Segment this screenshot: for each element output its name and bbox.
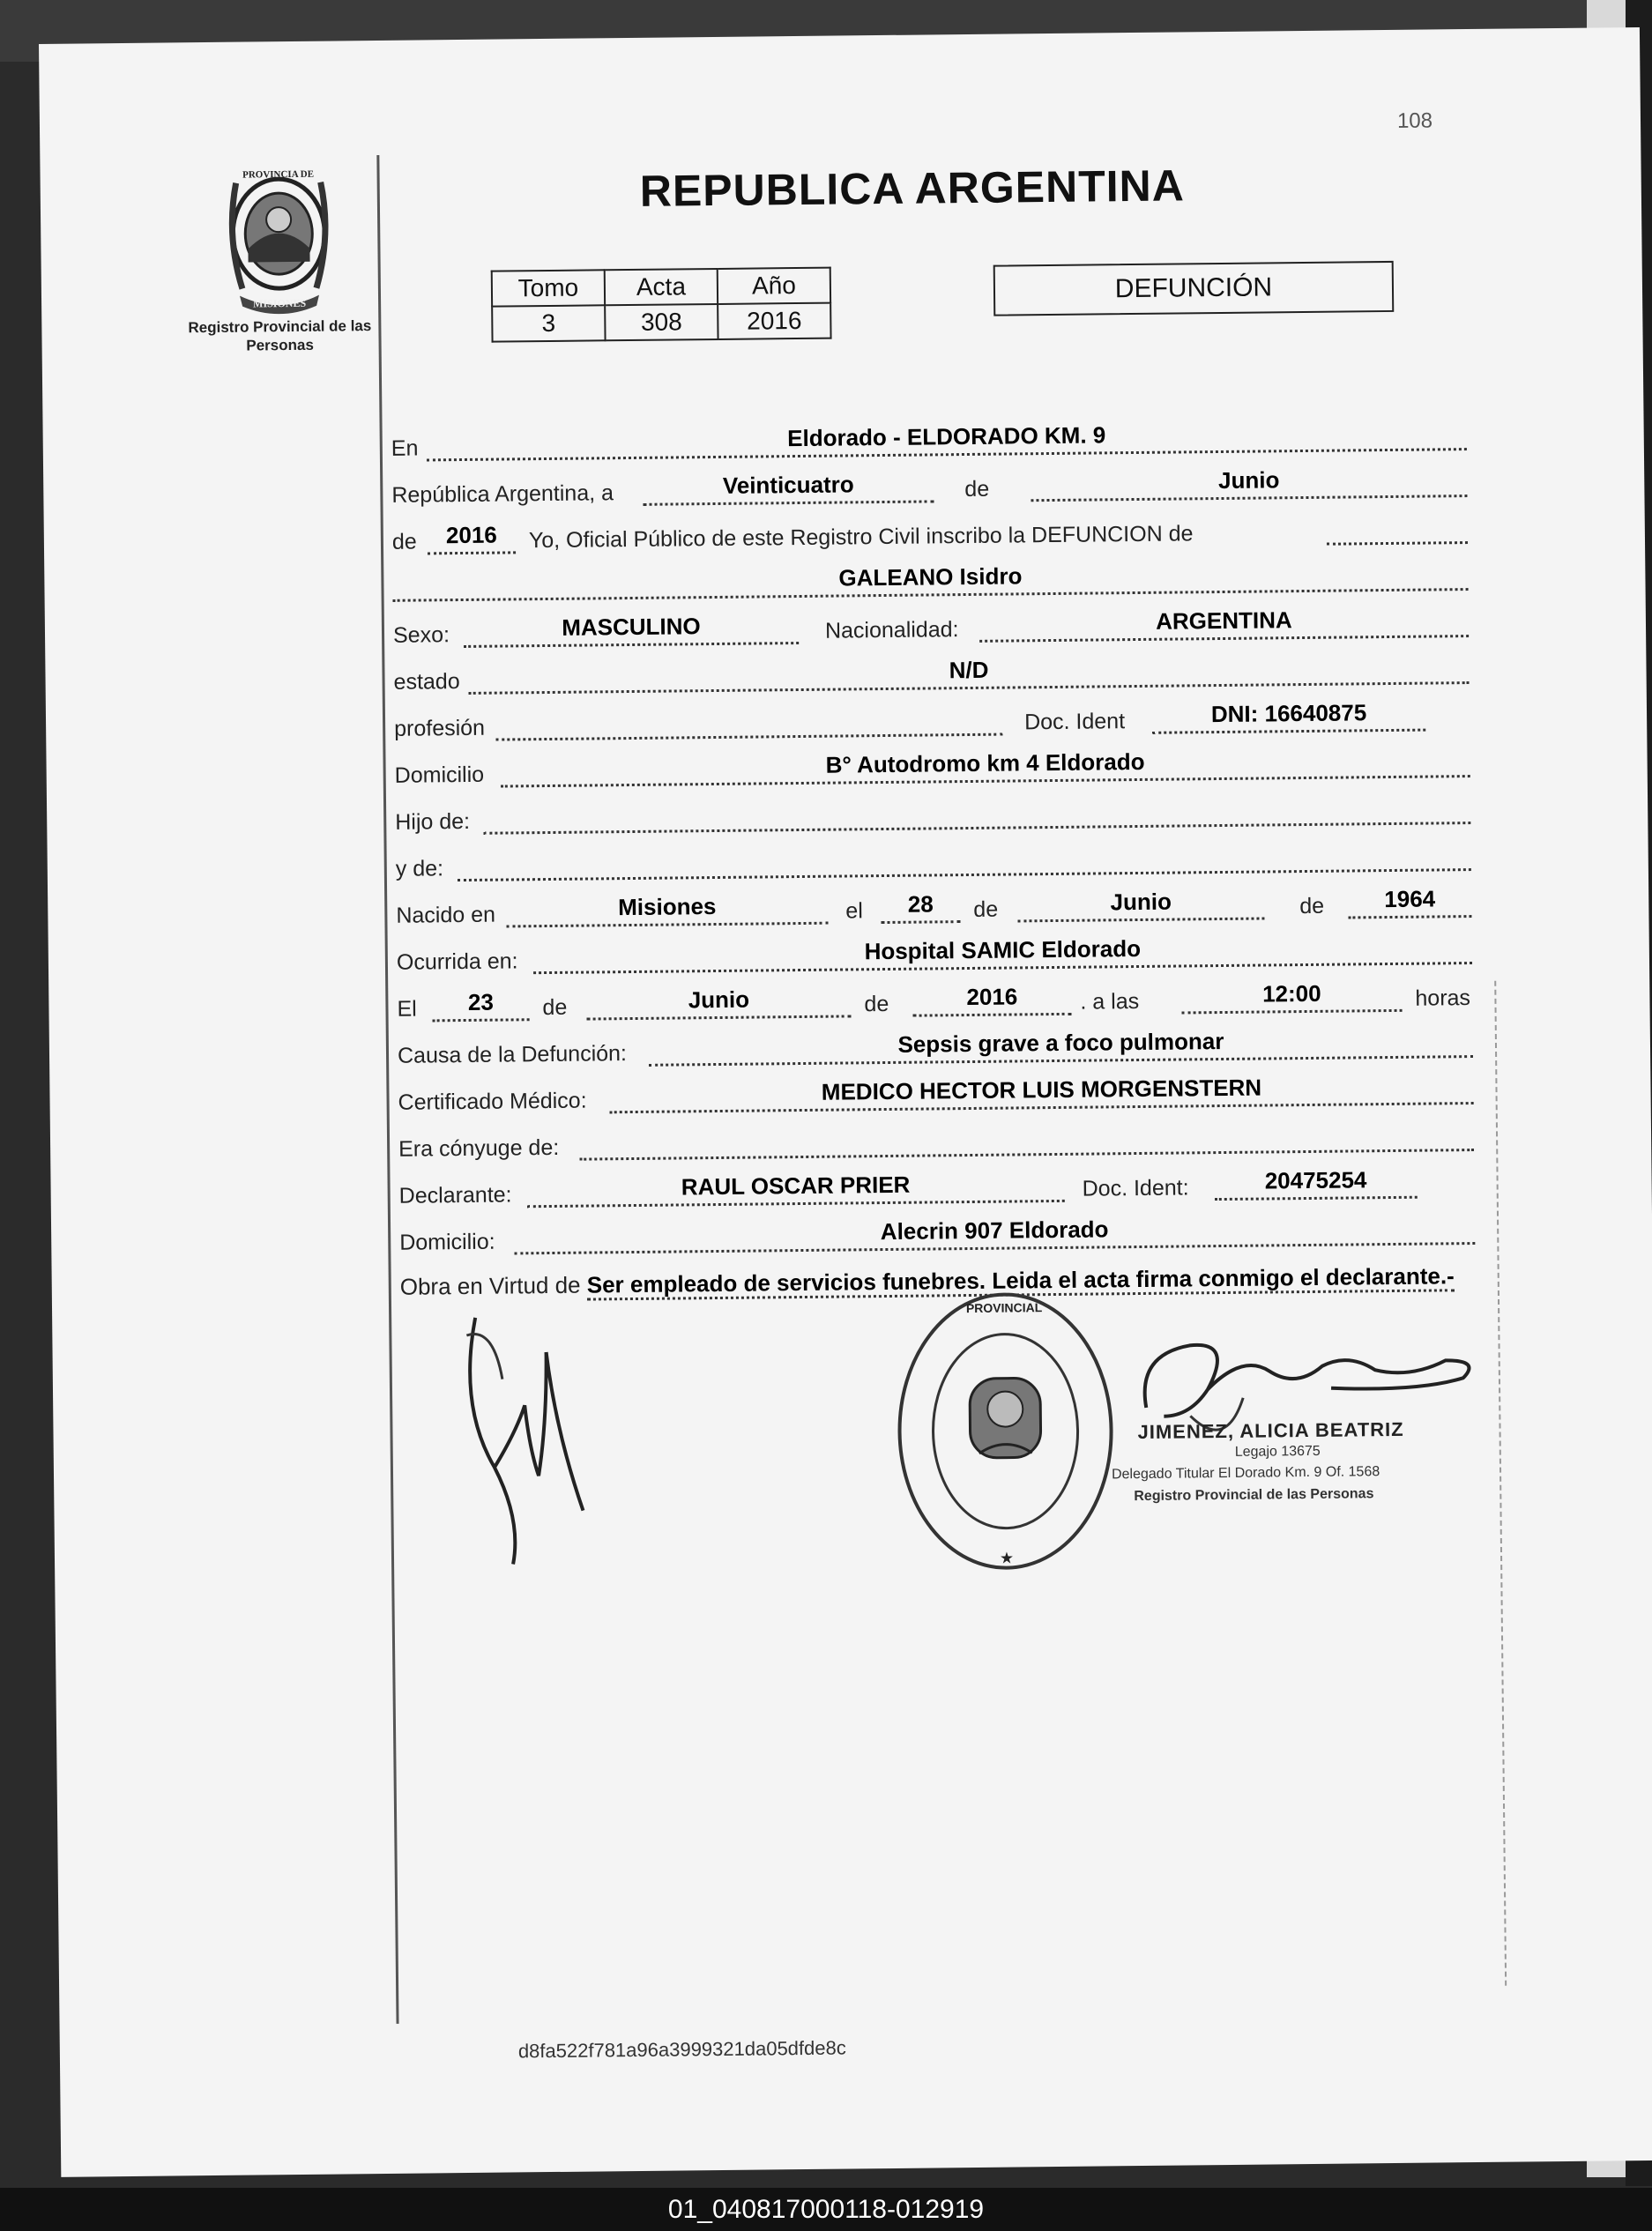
- value-anio: 2016: [718, 303, 830, 339]
- label-de-nac-mes: de: [973, 896, 999, 922]
- label-certificado: Certificado Médico:: [398, 1088, 587, 1115]
- row-sexo: [393, 604, 1495, 654]
- value-nac-mes: Junio: [1110, 888, 1172, 916]
- label-de-def-anio: de: [864, 991, 889, 1017]
- label-nacionalidad: Nacionalidad:: [824, 617, 959, 643]
- value-lugar: Eldorado - ELDORADO KM. 9: [787, 421, 1106, 452]
- svg-text:MISIONES: MISIONES: [253, 296, 307, 310]
- value-nombre: GALEANO Isidro: [838, 562, 1023, 591]
- scan-footer-id: 01_040817000118-012919: [0, 2188, 1652, 2231]
- label-yo-oficial: Yo, Oficial Público de este Registro Civil inscribo la DEFUNCION de: [528, 521, 1194, 554]
- misiones-coat-of-arms-icon: [216, 164, 341, 315]
- label-a-las: . a las: [1080, 988, 1140, 1015]
- row-ocurrida: [397, 931, 1499, 981]
- row-domicilio-declarante: [399, 1211, 1501, 1261]
- value-doc-ident: DNI: 16640875: [1210, 699, 1367, 728]
- label-doc-ident2: Doc. Ident:: [1082, 1175, 1189, 1201]
- document-hash: d8fa522f781a96a3999321da05dfde8c: [517, 2036, 846, 2063]
- label-obra: Obra en Virtud de: [399, 1271, 581, 1300]
- row-conyuge: [398, 1118, 1500, 1168]
- label-horas: horas: [1415, 985, 1471, 1011]
- official-name: JIMENEZ, ALICIA BEATRIZ: [1137, 1417, 1404, 1444]
- registro-table: [491, 267, 832, 343]
- row-causa: [398, 1024, 1499, 1075]
- value-declarante: RAUL OSCAR PRIER: [681, 1171, 911, 1201]
- document-title: REPUBLICA ARGENTINA: [639, 160, 1186, 216]
- label-de-nac-anio: de: [1299, 893, 1325, 919]
- value-declarante-doc: 20475254: [1264, 1166, 1367, 1194]
- row-anio: [392, 510, 1494, 561]
- row-lugar: [391, 417, 1493, 467]
- value-dia-letras: Veinticuatro: [722, 471, 854, 499]
- label-profesion: profesión: [394, 715, 486, 741]
- official-stamp: [889, 1284, 1121, 1578]
- value-sexo: MASCULINO: [562, 613, 701, 641]
- value-nac-dia: 28: [907, 890, 934, 918]
- row-certificado: [398, 1071, 1499, 1121]
- row-fecha: [391, 464, 1493, 514]
- label-doc-ident: Doc. Ident: [1023, 709, 1126, 735]
- label-declarante: Declarante:: [398, 1182, 512, 1208]
- label-y-de: y de:: [395, 856, 444, 881]
- label-en: En: [391, 435, 419, 461]
- label-domicilio2: Domicilio:: [399, 1229, 495, 1255]
- svg-text:PROVINCIA DE: PROVINCIA DE: [242, 168, 315, 181]
- value-def-mes: Junio: [688, 985, 750, 1014]
- header-acta: Acta: [605, 269, 718, 305]
- value-mes: Junio: [1217, 466, 1280, 495]
- value-nacido-en: Misiones: [618, 893, 717, 921]
- header-anio: Año: [718, 268, 830, 304]
- label-causa: Causa de la Defunción:: [397, 1041, 628, 1068]
- value-nac-anio: 1964: [1384, 885, 1436, 913]
- value-obra-texto: Ser empleado de servicios funebres. Leida el acta firma conmigo el declarante.-: [587, 1262, 1455, 1300]
- label-sexo: Sexo:: [392, 622, 450, 648]
- svg-text:★: ★: [999, 1549, 1015, 1568]
- value-causa: Sepsis grave a foco pulmonar: [897, 1027, 1224, 1058]
- row-y-de: [396, 837, 1498, 888]
- declarant-signature: [440, 1298, 636, 1582]
- label-ocurrida-en: Ocurrida en:: [396, 948, 518, 975]
- label-republica: República Argentina, a: [391, 480, 614, 508]
- row-nombre: [392, 557, 1494, 607]
- label-el-cap: El: [397, 996, 417, 1022]
- value-nacionalidad: ARGENTINA: [1155, 606, 1292, 635]
- value-certificado: MEDICO HECTOR LUIS MORGENSTERN: [821, 1074, 1262, 1105]
- value-declarante-domicilio: Alecrin 907 Eldorado: [880, 1216, 1109, 1246]
- logo-caption: Registro Provincial de las Personas: [188, 317, 372, 354]
- value-estado: N/D: [949, 656, 989, 684]
- value-tomo: 3: [492, 305, 605, 341]
- label-nacido-en: Nacido en: [396, 902, 496, 928]
- row-fecha-defuncion: [397, 978, 1499, 1028]
- label-de-def-mes: de: [542, 994, 568, 1021]
- value-domicilio: B° Autodromo km 4 Eldorado: [825, 747, 1145, 778]
- label-estado: estado: [393, 669, 460, 695]
- official-legajo: Legajo 13675: [1234, 1443, 1321, 1460]
- row-profesion: [394, 697, 1496, 747]
- value-hora: 12:00: [1261, 979, 1321, 1008]
- label-domicilio: Domicilio: [394, 762, 485, 788]
- tipo-acta-box: DEFUNCIÓN: [993, 261, 1395, 316]
- official-registro: Registro Provincial de las Personas: [1134, 1486, 1374, 1505]
- value-def-dia: 23: [467, 988, 495, 1015]
- row-declarante: [398, 1164, 1500, 1215]
- row-estado: [393, 651, 1495, 701]
- value-ocurrida-en: Hospital SAMIC Eldorado: [864, 934, 1142, 965]
- label-de-anio: de: [391, 529, 417, 554]
- row-nacido: [396, 884, 1498, 934]
- document-page: [39, 27, 1652, 2177]
- row-hijo-de: [395, 791, 1497, 841]
- header-tomo: Tomo: [492, 270, 605, 306]
- official-delegado: Delegado Titular El Dorado Km. 9 Of. 1568: [1111, 1464, 1380, 1483]
- label-conyuge: Era cónyuge de:: [398, 1134, 560, 1162]
- page-number: 108: [1396, 108, 1433, 133]
- svg-text:PROVINCIAL: PROVINCIAL: [965, 1300, 1043, 1316]
- value-anio: 2016: [445, 521, 497, 549]
- value-def-anio: 2016: [966, 983, 1018, 1011]
- label-de: de: [964, 476, 990, 502]
- label-hijo-de: Hijo de:: [395, 808, 471, 835]
- value-acta: 308: [605, 304, 718, 340]
- label-el: el: [845, 898, 863, 924]
- row-domicilio: [394, 744, 1496, 794]
